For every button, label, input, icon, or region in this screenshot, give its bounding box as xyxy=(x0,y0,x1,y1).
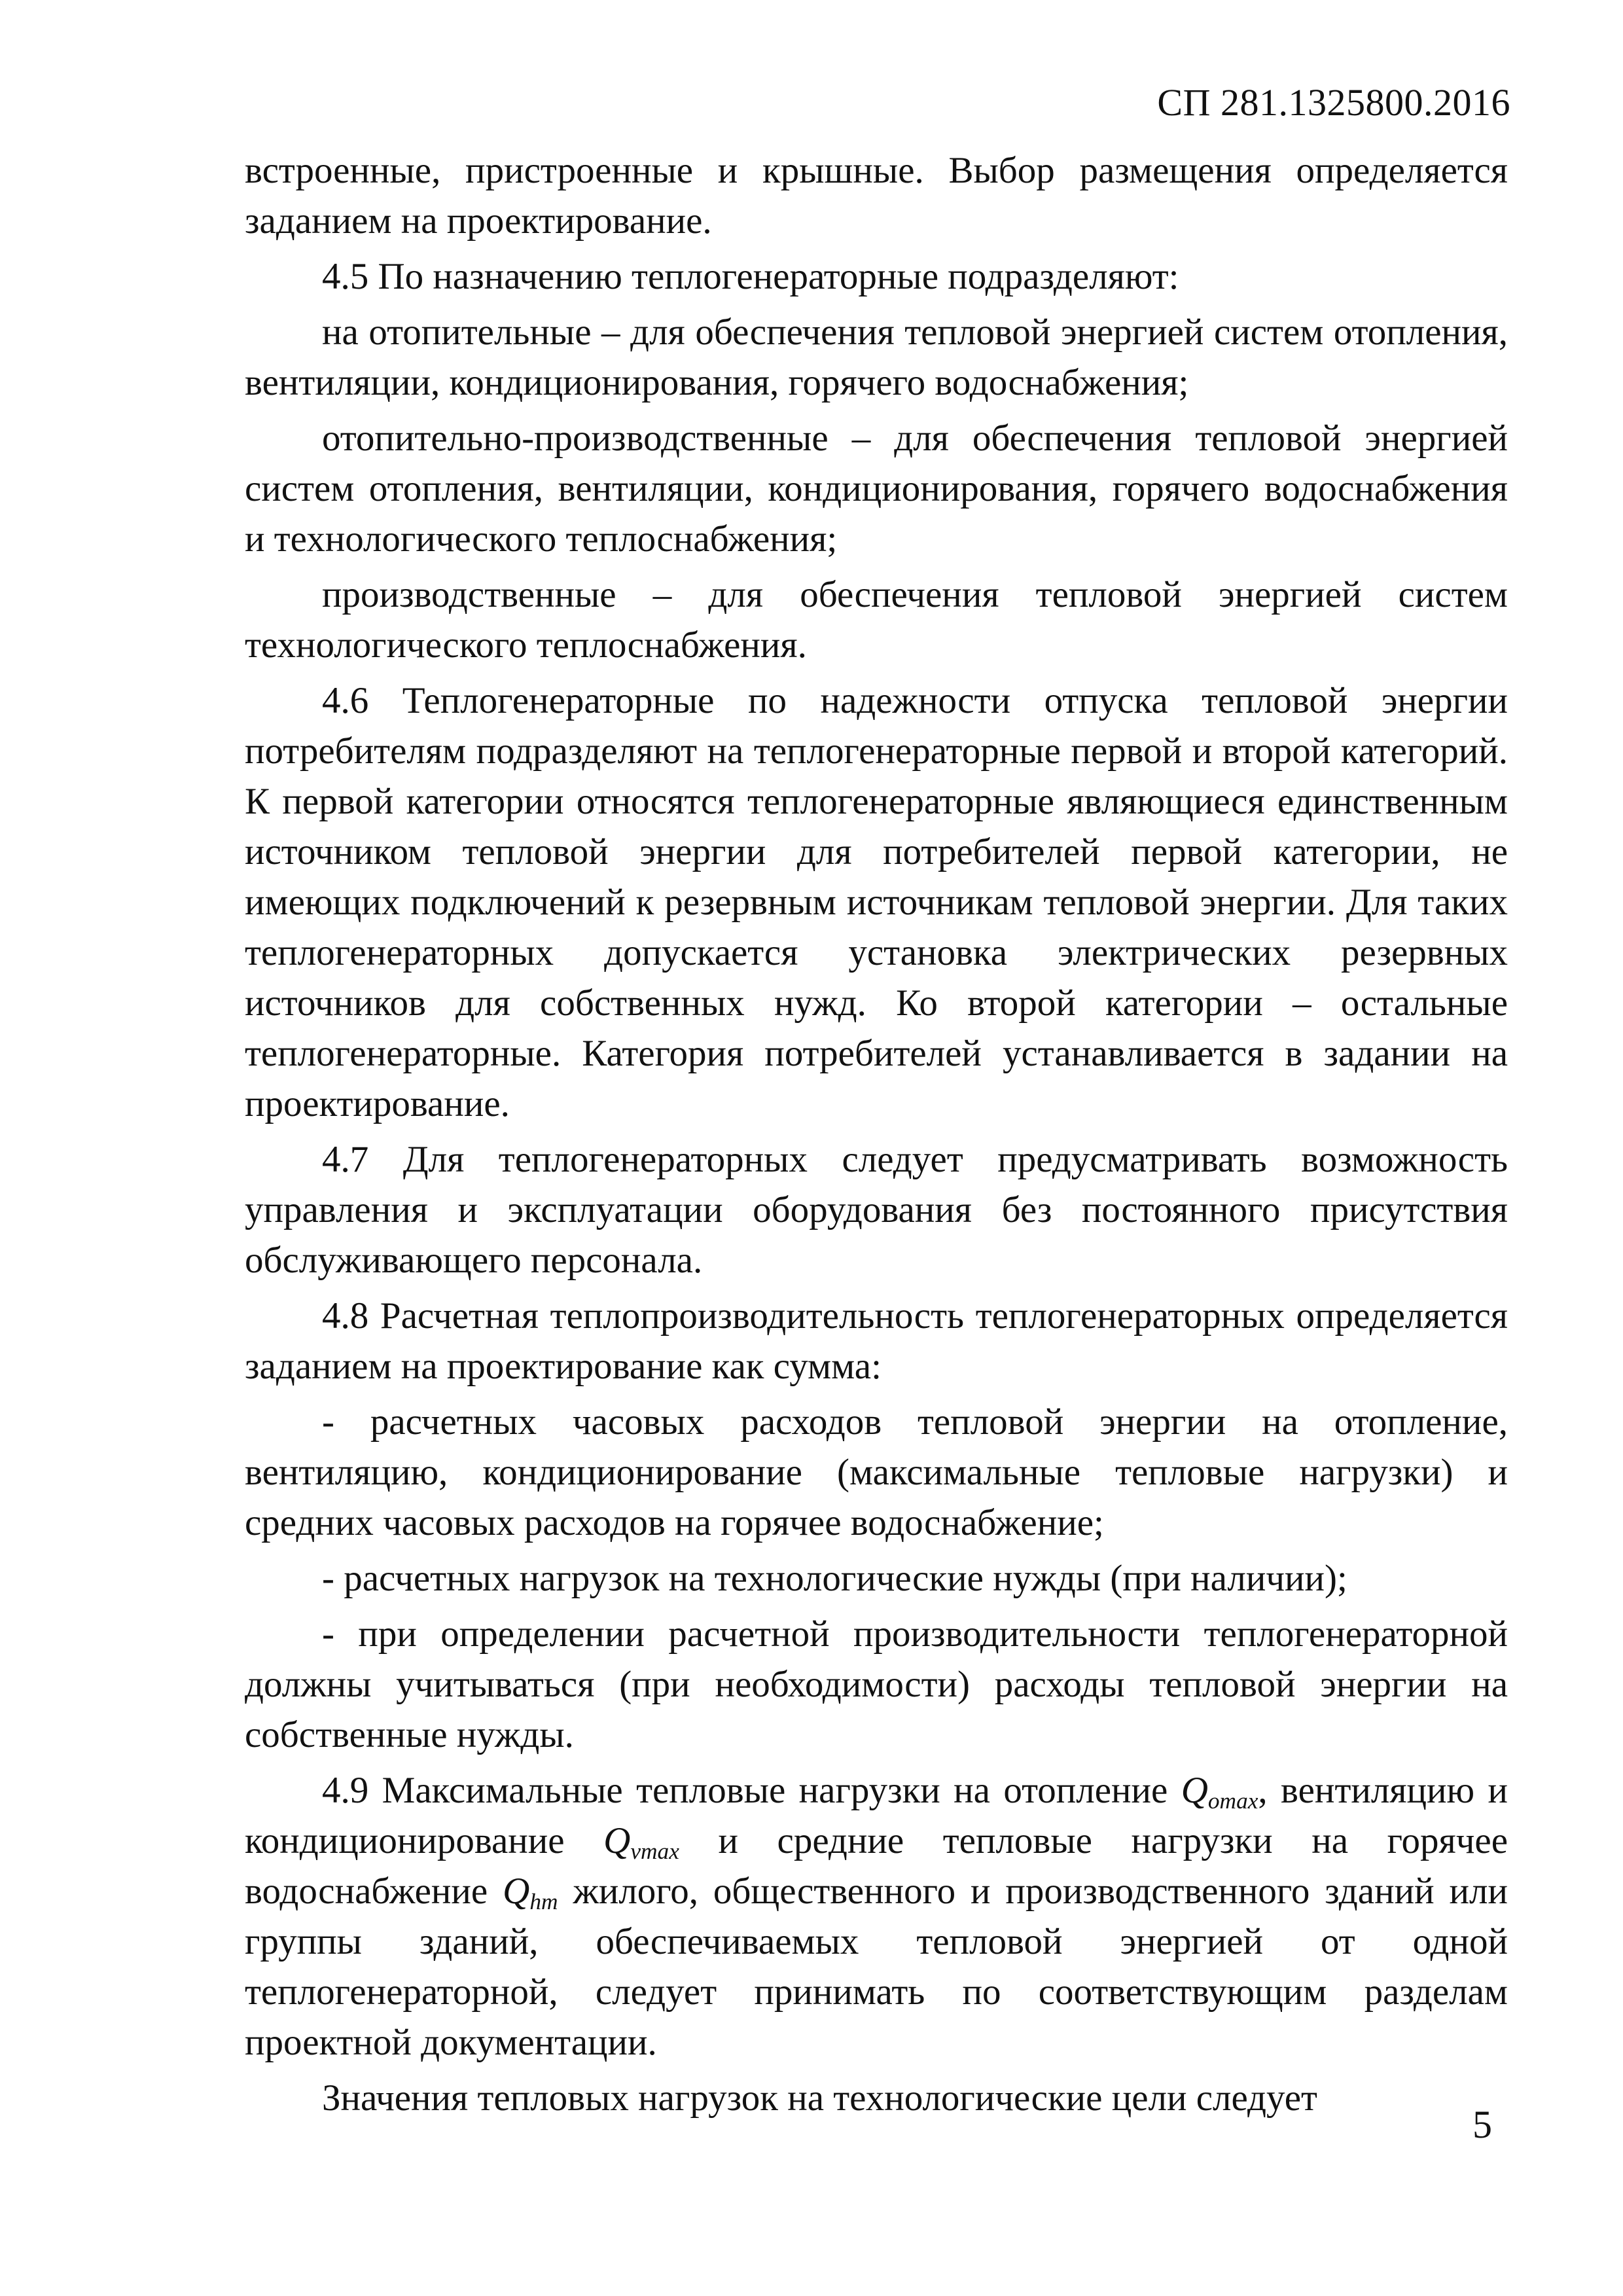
body-text xyxy=(245,145,1508,2128)
clause-4-5-heating: на отопительные – для обеспечения тепловой энергией систем отопления, вентиляции, кондиционирования, горячего водоснабжения; xyxy=(245,312,1508,403)
clause-4-9 xyxy=(245,1765,1508,2068)
clause-4-9-text-1: 4.9 Максимальные тепловые нагрузки на отопление xyxy=(322,1770,1181,1811)
clause-4-8: 4.8 Расчетная теплопроизводительность теплогенераторных определяется заданием на проектирование как сумма: xyxy=(245,1295,1508,1387)
clause-4-9-text-2: , вентиляцию и кондиционирование xyxy=(245,1770,1508,1861)
paragraph-technological-loads: Значения тепловых нагрузок на технологические цели следует xyxy=(322,2077,1317,2119)
page-number: 5 xyxy=(1472,2103,1492,2146)
clause-4-5-heating-production: отопительно-производственные – для обеспечения тепловой энергией систем отопления, вентиляции, кондиционирования, горячего водоснабжения и технологического теплоснабжения; xyxy=(245,418,1508,560)
clause-4-9-text-4: жилого, общественного и производственного зданий или группы зданий, обеспечиваемых тепловой энергией от одной теплогенераторной, следует принимать по соответствующим разделам проектной документации. xyxy=(245,1871,1508,2063)
symbol-q-vmax: $Q_{vmax}$ xyxy=(603,1820,679,1864)
document-code: СП 281.1325800.2016 xyxy=(1157,81,1510,124)
clause-4-8-item-3: - при определении расчетной производительности теплогенераторной должны учитываться (при необходимости) расходы тепловой энергии на собственные нужды. xyxy=(245,1613,1508,1755)
clause-4-5: 4.5 По назначению теплогенераторные подразделяют: xyxy=(322,256,1179,297)
clause-4-9-text-3: и средние тепловые нагрузки на горячее водоснабжение xyxy=(245,1820,1508,1912)
symbol-q-hm: $Q_{hm}$ xyxy=(503,1871,558,1914)
symbol-q-omax: $Q_{omax}$ xyxy=(1181,1770,1258,1814)
clause-4-6: 4.6 Теплогенераторные по надежности отпуска тепловой энергии потребителям подразделяют на теплогенераторные первой и второй категорий. К первой категории относятся теплогенераторные являющиеся единственным источником тепловой энергии для потребителей первой категории, не имеющих подключений к резервным источникам тепловой энергии. Для таких теплогенераторных допускается установка электрических резервных источников для собственных нужд. Ко второй категории – остальные теплогенераторные. Категория потребителей устанавливается в задании на проектирование. xyxy=(245,680,1508,1124)
clause-4-8-item-2: - расчетных нагрузок на технологические нужды (при наличии); xyxy=(322,1558,1347,1599)
clause-4-7: 4.7 Для теплогенераторных следует предусматривать возможность управления и эксплуатации оборудования без постоянного присутствия обслуживающего персонала. xyxy=(245,1139,1508,1281)
clause-4-8-item-1: - расчетных часовых расходов тепловой энергии на отопление, вентиляцию, кондиционирование (максимальные тепловые нагрузки) и средних часовых расходов на горячее водоснабжение; xyxy=(245,1401,1508,1543)
clause-4-5-production: производственные – для обеспечения тепловой энергией систем технологического теплоснабжения. xyxy=(245,574,1508,666)
paragraph-continuation: встроенные, пристроенные и крышные. Выбор размещения определяется заданием на проектирование. xyxy=(245,150,1508,242)
